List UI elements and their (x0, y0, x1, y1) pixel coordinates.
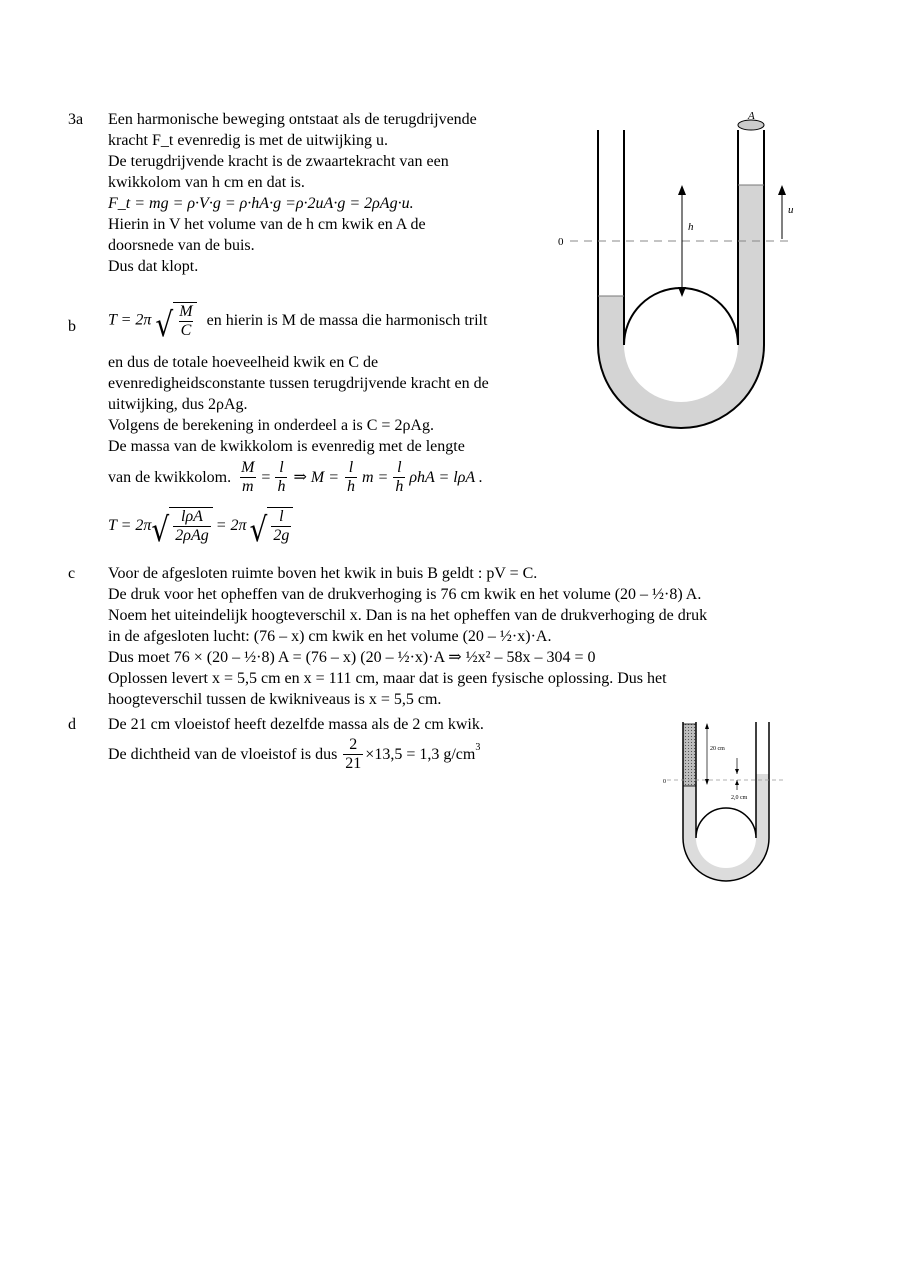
text-line: De massa van de kwikkolom is evenredig met de lengte (108, 438, 465, 455)
frac-num: lρA (181, 508, 203, 525)
text-line: De terugdrijvende kracht is de zwaartekracht van een (108, 153, 449, 170)
frac-num: l (397, 459, 402, 476)
text-line: Oplossen levert x = 5,5 cm en x = 111 cm, maar dat is geen fysische oplossing. Dus het (108, 670, 667, 687)
label-u: u (788, 204, 794, 216)
formula-lhs: T = 2π (108, 517, 152, 534)
equation-line: F_t = mg = ρ·V·g = ρ·hA·g =ρ·2uA·g = 2ρAg·u. (108, 195, 414, 212)
frac-num: M (179, 303, 193, 320)
frac-den: h (346, 478, 355, 495)
equation-tail: ρhA = lρA . (409, 469, 483, 486)
text-line: Noem het uiteindelijk hoogteverschil x. Dan is na het opheffen van de drukverhoging de druk (108, 607, 708, 624)
label-b: b (68, 318, 76, 335)
equation-mid: = 2π (215, 517, 247, 534)
density-equation (108, 736, 480, 773)
frac-num: 2 (349, 736, 358, 753)
sqrt-symbol: √ $\frac{\text{lρA}}{\text{2ρAg}}$ (151, 507, 212, 545)
formula-period (108, 302, 488, 345)
equation-mid: m = (361, 469, 389, 486)
label-c: c (68, 565, 76, 582)
text-line: uitwijking, dus 2ρAg. (108, 396, 248, 413)
section-3a (108, 109, 477, 277)
equation-tail: ×13,5 = 1,3 g/cm (365, 745, 476, 763)
label-2cm: 2,0 cm (731, 795, 748, 801)
text-line: Dus dat klopt. (108, 258, 199, 275)
period-equation (108, 507, 293, 550)
frac-den: h (277, 478, 286, 495)
unit-superscript: 3 (475, 742, 481, 753)
frac-num: l (279, 508, 284, 525)
frac-num: l (348, 459, 354, 476)
text-line: in de afgesloten lucht: (76 – x) cm kwik en het volume (20 – ½·x)·A. (108, 628, 552, 645)
label-h: h (688, 221, 694, 233)
frac-den: 2g (273, 527, 290, 544)
frac-den: h (395, 478, 404, 495)
frac-den: m (241, 478, 254, 495)
section-d-line1: De 21 cm vloeistof heeft dezelfde massa als de 2 cm kwik. (108, 716, 484, 733)
text-prefix: van de kwikkolom. (108, 469, 232, 486)
text-line: Een harmonische beweging ontstaat als de terugdrijvende (108, 111, 477, 128)
text-prefix: De dichtheid van de vloeistof is dus (108, 745, 338, 763)
text-line: Hierin in V het volume van de h cm kwik en A de (108, 216, 426, 233)
label-zero: 0 (663, 779, 666, 785)
formula-explanation: en hierin is M de massa die harmonisch trilt (206, 311, 488, 329)
frac-num: M (241, 459, 255, 476)
text-line: kwikkolom van h cm en dat is. (108, 174, 305, 191)
text-line: Dus moet 76 × (20 – ½·8) A = (76 – x) (20 – ½·x)·A ⇒ ½x² – 58x – 304 = 0 (108, 649, 596, 666)
sqrt-symbol: √ $\frac{M}{C}$ (155, 302, 196, 340)
text-line: De druk voor het opheffen van de drukverhoging is 76 cm kwik en het volume (20 – ½·8) A. (108, 586, 702, 603)
equals-sign: = (261, 469, 271, 486)
formula-lhs: T = 2π (108, 311, 152, 329)
label-20cm: 20 cm (710, 746, 725, 752)
section-b-text (108, 352, 489, 457)
section-c (108, 563, 707, 710)
text-line: Volgens de berekening in onderdeel a is C = 2ρAg. (108, 417, 434, 434)
text-line: Voor de afgesloten ruimte boven het kwik in buis B geldt : pV = C. (108, 565, 538, 582)
sqrt-symbol: √ $\frac{l}{2g}$ (250, 507, 294, 545)
label-d: d (68, 716, 76, 733)
text-line: kracht F_t evenredig is met de uitwijking u. (108, 132, 388, 149)
text-line: evenredigheidsconstante tussen terugdrijvende kracht en de (108, 375, 489, 392)
label-3a: 3a (68, 111, 84, 128)
label-zero: 0 (558, 236, 564, 248)
label-A: A (748, 110, 755, 122)
frac-den: 21 (345, 755, 362, 772)
u-tube-figure-2 (655, 718, 795, 888)
text-line: hoogteverschil tussen de kwikniveaus is x = 5,5 cm. (108, 691, 442, 708)
u-tube-figure (550, 105, 810, 445)
implies-sign: ⇒ M = (293, 469, 339, 486)
frac-den: 2ρAg (175, 527, 209, 544)
mass-equation (108, 459, 483, 496)
text-line: doorsnede van de buis. (108, 237, 255, 254)
text-line: en dus de totale hoeveelheid kwik en C de (108, 354, 379, 371)
frac-den: C (180, 322, 192, 339)
frac-num: l (279, 459, 284, 476)
